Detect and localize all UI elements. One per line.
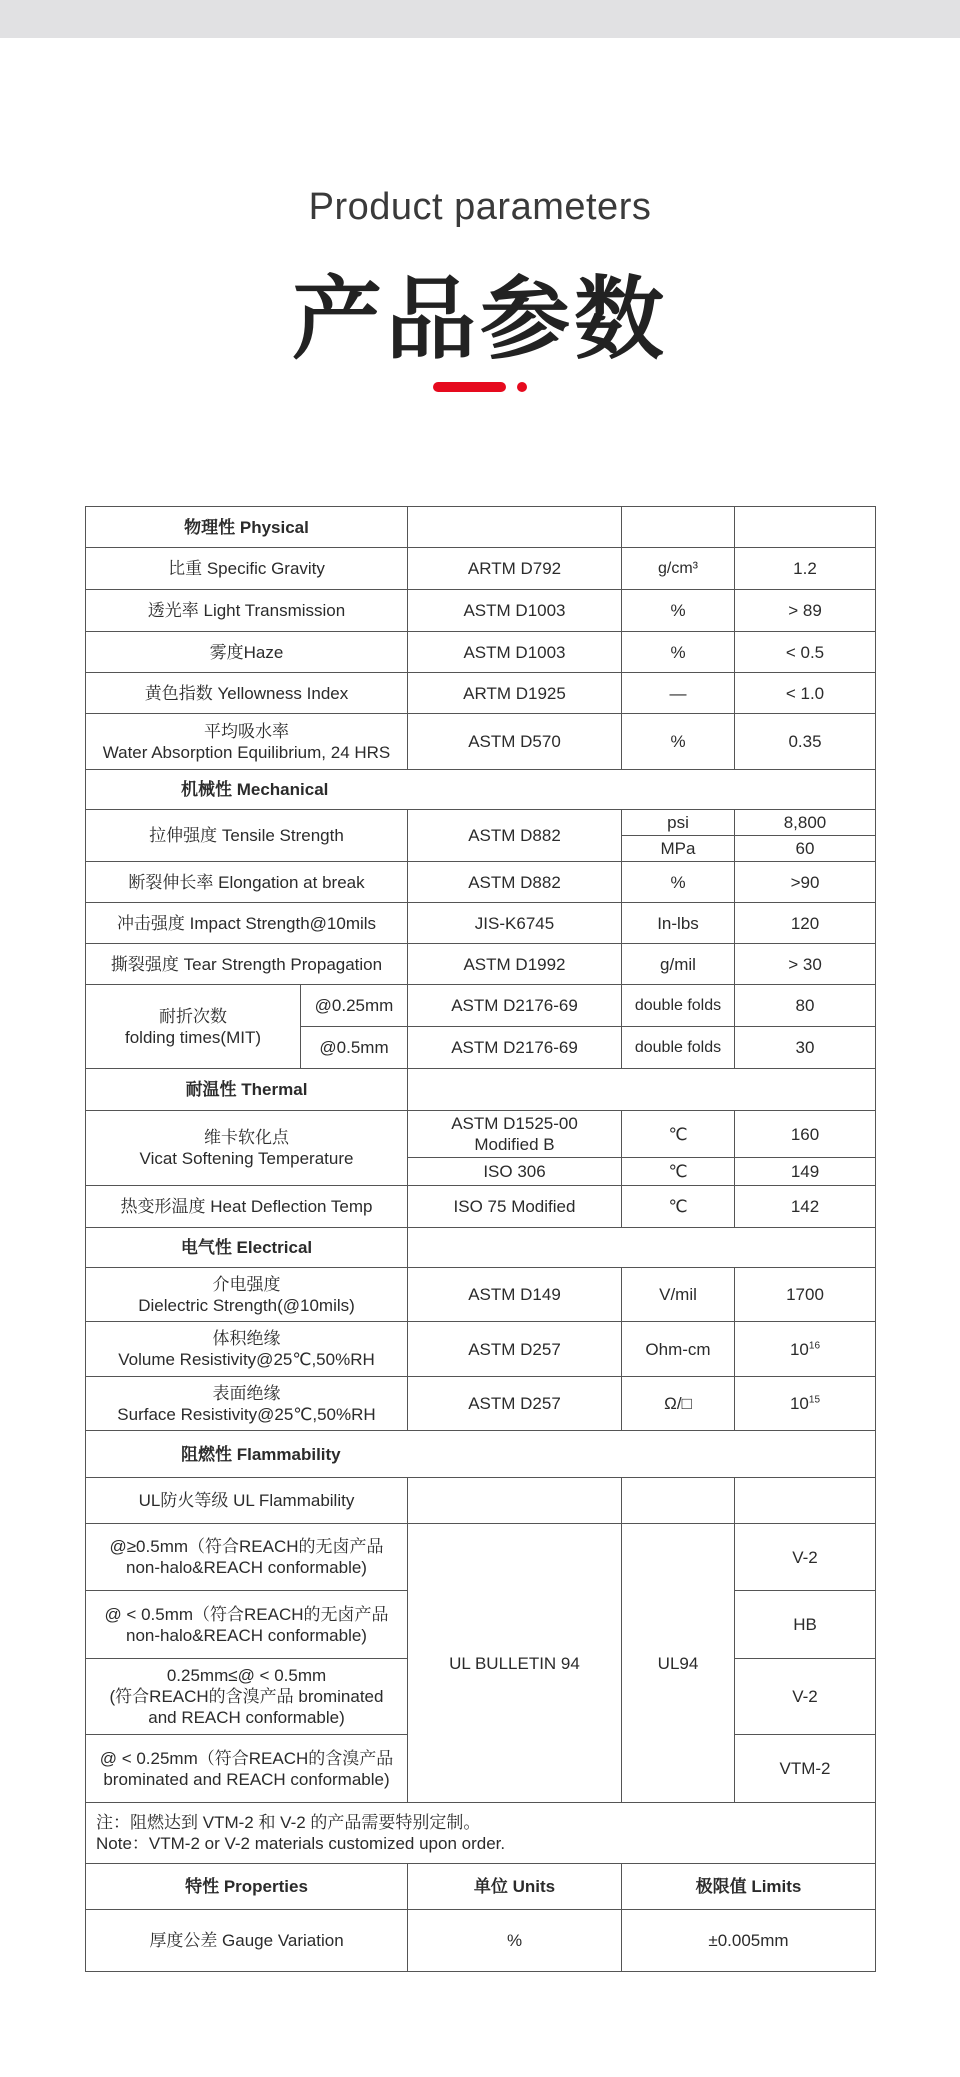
test-method: ASTM D257 [408,1322,622,1377]
value: < 1.0 [735,673,876,714]
property-name: @ < 0.25mm（符合REACH的含溴产品 brominated and REACH conformable) [86,1735,408,1803]
property-name [86,1322,408,1377]
property-name-cn: 维卡软化点 [204,1128,289,1147]
section-title: 耐温性 Thermal [86,1069,408,1111]
unit: double folds [622,1027,735,1069]
property-name-en: Vicat Softening Temperature [139,1149,354,1168]
property-name-en: Dielectric Strength(@10mils) [138,1295,355,1315]
property-name-cn: 介电强度 [212,1274,281,1294]
unit: UL94 [622,1524,735,1803]
property-name-cn: 耐折次数 [159,1006,227,1026]
unit: psi [622,810,735,836]
section-row-mechanical [86,770,876,810]
unit: % [622,862,735,903]
property-name-en: Surface Resistivity@25℃,50%RH [117,1404,376,1424]
accent-dot [517,382,527,392]
property-name: 厚度公差 Gauge Variation [86,1910,408,1972]
section-title: 电气性 Electrical [86,1228,408,1268]
table-row [86,1524,876,1591]
unit: g/mil [622,944,735,985]
unit: double folds [622,985,735,1027]
value: 1700 [735,1268,876,1322]
unit: Ohm-cm [622,1322,735,1377]
flammability-note: 注：阻燃达到 VTM-2 和 V-2 的产品需要特别定制。 Note：VTM-2 or V-2 materials customized upon order. [86,1803,876,1864]
table-row [86,1910,876,1972]
table-row [86,673,876,714]
test-method: ASTM D882 [408,810,622,862]
section-row-thermal [86,1069,876,1111]
test-method: JIS-K6745 [408,903,622,944]
table-row [86,632,876,673]
test-method: ISO 306 [408,1158,622,1186]
value: 160 [735,1111,876,1158]
spec-table [85,506,876,1972]
value: V-2 [735,1659,876,1735]
section-title: 机械性 Mechanical [86,770,876,810]
property-name-cn: 体积绝缘 [212,1329,281,1348]
test-method: ARTM D1925 [408,673,622,714]
unit: ℃ [622,1111,735,1158]
test-method: ASTM D882 [408,862,622,903]
note-row [86,1803,876,1864]
table-row [86,1186,876,1228]
property-name [86,1111,408,1186]
section-row-physical [86,507,876,548]
accent-bar [433,382,506,392]
value: > 89 [735,590,876,632]
property-name [86,985,301,1069]
property-name: 拉伸强度 Tensile Strength [86,810,408,862]
table-row [86,862,876,903]
property-name: 冲击强度 Impact Strength@10mils [86,903,408,944]
test-method: ARTM D792 [408,548,622,590]
section-row-electrical [86,1228,876,1268]
property-name: 雾度Haze [86,632,408,673]
value: > 30 [735,944,876,985]
test-method: ASTM D2176-69 [408,1027,622,1069]
property-name: UL防火等级 UL Flammability [86,1478,408,1524]
value: 1.2 [735,548,876,590]
unit: ℃ [622,1158,735,1186]
unit: Ω/□ [622,1377,735,1431]
property-name [86,1377,408,1431]
unit: % [622,714,735,770]
property-name: 断裂伸长率 Elongation at break [86,862,408,903]
value: $10^{15}$ [735,1377,876,1431]
property-name-en: Volume Resistivity@25℃,50%RH [118,1350,375,1369]
table-row [86,548,876,590]
section-row-flammability [86,1431,876,1478]
value: 30 [735,1027,876,1069]
value: < 0.5 [735,632,876,673]
section-title: 阻燃性 Flammability [86,1431,876,1478]
test-method: ASTM D1525-00 Modified B [408,1111,622,1158]
value: 142 [735,1186,876,1228]
value: HB [735,1591,876,1659]
test-method: ASTM D149 [408,1268,622,1322]
property-name-cn: 表面绝缘 [212,1383,281,1403]
unit: MPa [622,836,735,862]
unit: V/mil [622,1268,735,1322]
unit: % [408,1910,622,1972]
property-name: 比重 Specific Gravity [86,548,408,590]
value: 0.35 [735,714,876,770]
value: VTM-2 [735,1735,876,1803]
table-row [86,590,876,632]
table-row [86,1111,876,1158]
value: V-2 [735,1524,876,1591]
table-row [86,810,876,836]
property-name: 撕裂强度 Tear Strength Propagation [86,944,408,985]
header-units: 单位 Units [408,1864,622,1910]
unit: — [622,673,735,714]
value: $10^{16}$ [735,1322,876,1377]
property-name: @≥0.5mm（符合REACH的无卤产品 non-halo&REACH conformable) [86,1524,408,1591]
table-row [86,714,876,770]
test-method: ISO 75 Modified [408,1186,622,1228]
header-properties: 特性 Properties [86,1864,408,1910]
thickness: @0.5mm [301,1027,408,1069]
value: ±0.005mm [622,1910,876,1972]
unit: % [622,590,735,632]
property-name: 热变形温度 Heat Deflection Temp [86,1186,408,1228]
unit: ℃ [622,1186,735,1228]
value: 149 [735,1158,876,1186]
section-title: 物理性 Physical [86,507,408,548]
table-row [86,944,876,985]
test-method: UL BULLETIN 94 [408,1524,622,1803]
top-bar [0,0,960,38]
page-title-cn: 产品参数 [292,270,668,370]
table-row [86,985,876,1027]
test-method: ASTM D1003 [408,590,622,632]
value: >90 [735,862,876,903]
test-method: ASTM D570 [408,714,622,770]
unit: g/cm³ [622,548,735,590]
thickness: @0.25mm [301,985,408,1027]
property-name [86,1268,408,1322]
property-name-en: Water Absorption Equilibrium, 24 HRS [102,742,391,762]
unit: % [622,632,735,673]
table-row [86,1268,876,1322]
page-title-en: Product parameters [308,186,652,228]
table-row [86,903,876,944]
value: 80 [735,985,876,1027]
header-limits: 极限值 Limits [622,1864,876,1910]
value: 120 [735,903,876,944]
table-row [86,1478,876,1524]
property-name-cn: 平均吸水率 [204,721,289,741]
property-name: 0.25mm≤@ < 0.5mm (符合REACH的含溴产品 brominated and REACH conformable) [86,1659,408,1735]
unit: In-lbs [622,903,735,944]
properties-header-row [86,1864,876,1910]
value: 8,800 [735,810,876,836]
property-name: 黄色指数 Yellowness Index [86,673,408,714]
table-row [86,1322,876,1377]
table-row [86,1377,876,1431]
test-method: ASTM D1992 [408,944,622,985]
property-name [86,714,408,770]
property-name: @ < 0.5mm（符合REACH的无卤产品 non-halo&REACH conformable) [86,1591,408,1659]
property-name-en: folding times(MIT) [124,1027,262,1047]
test-method: ASTM D1003 [408,632,622,673]
test-method: ASTM D257 [408,1377,622,1431]
property-name: 透光率 Light Transmission [86,590,408,632]
test-method: ASTM D2176-69 [408,985,622,1027]
value: 60 [735,836,876,862]
